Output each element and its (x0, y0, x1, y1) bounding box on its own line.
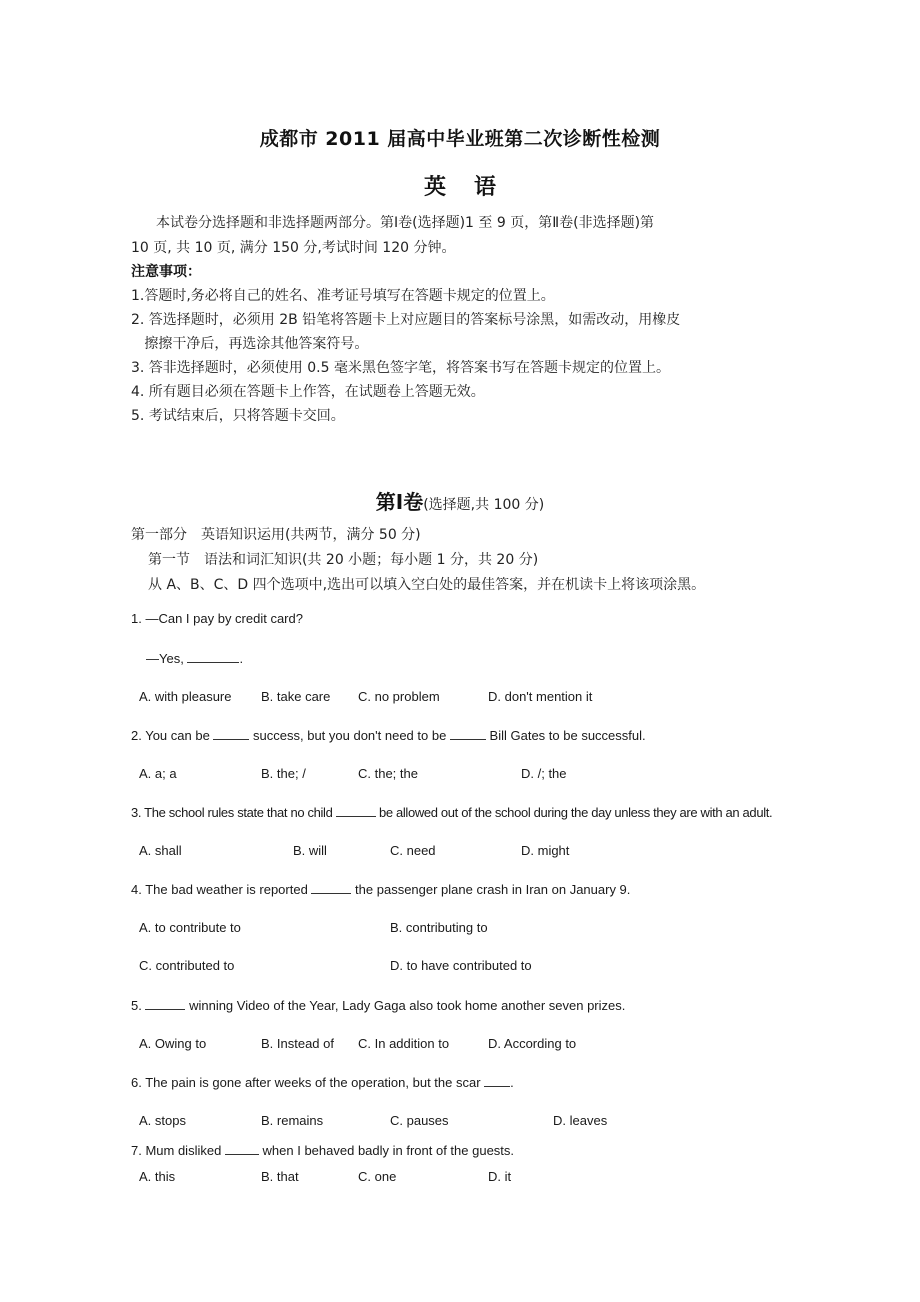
intro-line-2: 10 页, 共 10 页, 满分 150 分,考试时间 120 分钟。 (131, 240, 456, 256)
notice-item-continued: 擦擦干净后，再选涂其他答案符号。 (131, 336, 369, 352)
option-d: D. might (521, 843, 570, 858)
option-c: C. contributed to (139, 958, 235, 973)
option-d: D. it (488, 1169, 512, 1184)
question-6-stem: 6. The pain is gone after weeks of the operation, but the scar . (131, 1075, 514, 1090)
option-b: B. Instead of (261, 1036, 334, 1051)
option-b: B. contributing to (390, 920, 488, 935)
option-a: A. shall (139, 843, 182, 858)
option-b: B. that (261, 1169, 299, 1184)
option-b: B. remains (261, 1113, 324, 1128)
notice-item: 5. 考试结束后，只将答题卡交回。 (131, 408, 345, 424)
volume-subtitle: (选择题,共 100 分) (423, 497, 545, 513)
option-c: C. the; the (358, 766, 418, 781)
notice-item: 3. 答非选择题时，必须使用 0.5 毫米黑色签字笔，将答案书写在答题卡规定的位置上。 (131, 360, 670, 376)
option-c: C. need (390, 843, 436, 858)
answer-blank (145, 997, 185, 1010)
option-d: D. to have contributed to (390, 958, 532, 973)
question-2-stem: 2. You can be success, but you don't need to be Bill Gates to be successful. (131, 728, 646, 743)
answer-blank (311, 881, 351, 894)
option-c: C. no problem (358, 689, 440, 704)
answer-blank (187, 650, 239, 663)
question-1-stem: 1. —Can I pay by credit card? (131, 611, 303, 626)
option-a: A. with pleasure (139, 689, 232, 704)
section-heading: 第一节 语法和词汇知识(共 20 小题；每小题 1 分，共 20 分) (148, 552, 539, 568)
option-d: D. leaves (553, 1113, 608, 1128)
exam-title: 成都市 2011 届高中毕业班第二次诊断性检测 (259, 128, 661, 150)
answer-blank (225, 1142, 259, 1155)
question-7-stem: 7. Mum disliked when I behaved badly in front of the guests. (131, 1143, 515, 1158)
option-b: B. will (293, 843, 327, 858)
question-1-reply: —Yes, . (146, 651, 244, 666)
option-d: D. don't mention it (488, 689, 593, 704)
option-a: A. this (139, 1169, 176, 1184)
option-b: B. the; / (261, 766, 306, 781)
option-c: C. pauses (390, 1113, 449, 1128)
volume-heading (0, 486, 920, 515)
part-heading: 第一部分 英语知识运用(共两节，满分 50 分) (131, 527, 421, 543)
answer-blank (450, 727, 486, 740)
option-a: A. stops (139, 1113, 186, 1128)
intro-line-1: 本试卷分选择题和非选择题两部分。第Ⅰ卷(选择题)1 至 9 页，第Ⅱ卷(非选择题)第 (156, 215, 655, 231)
option-c: C. one (358, 1169, 397, 1184)
answer-blank (336, 804, 376, 817)
notice-item: 1.答题时,务必将自己的姓名、准考证号填写在答题卡规定的位置上。 (131, 288, 555, 304)
volume-title: 第Ⅰ卷 (375, 490, 424, 514)
question-5-stem: 5. winning Video of the Year, Lady Gaga also took home another seven prizes. (131, 998, 626, 1013)
option-d: D. According to (488, 1036, 577, 1051)
option-a: A. a; a (139, 766, 177, 781)
question-3-stem: 3. The school rules state that no child be allowed out of the school during the day unless they are with an adult. (131, 805, 773, 820)
section-instruction: 从 A、B、C、D 四个选项中,选出可以填入空白处的最佳答案，并在机读卡上将该项涂黑。 (148, 577, 706, 593)
notice-heading: 注意事项： (131, 264, 201, 280)
subject-title: 英语 (423, 175, 524, 200)
option-a: A. to contribute to (139, 920, 241, 935)
answer-blank (484, 1074, 510, 1087)
option-b: B. take care (261, 689, 331, 704)
option-c: C. In addition to (358, 1036, 450, 1051)
option-d: D. /; the (521, 766, 567, 781)
question-4-stem: 4. The bad weather is reported the passenger plane crash in Iran on January 9. (131, 882, 631, 897)
notice-item: 4. 所有题目必须在答题卡上作答，在试题卷上答题无效。 (131, 384, 485, 400)
answer-blank (213, 727, 249, 740)
notice-item: 2. 答选择题时，必须用 2B 铅笔将答题卡上对应题目的答案标号涂黑，如需改动，用橡皮 (131, 312, 681, 328)
option-a: A. Owing to (139, 1036, 207, 1051)
